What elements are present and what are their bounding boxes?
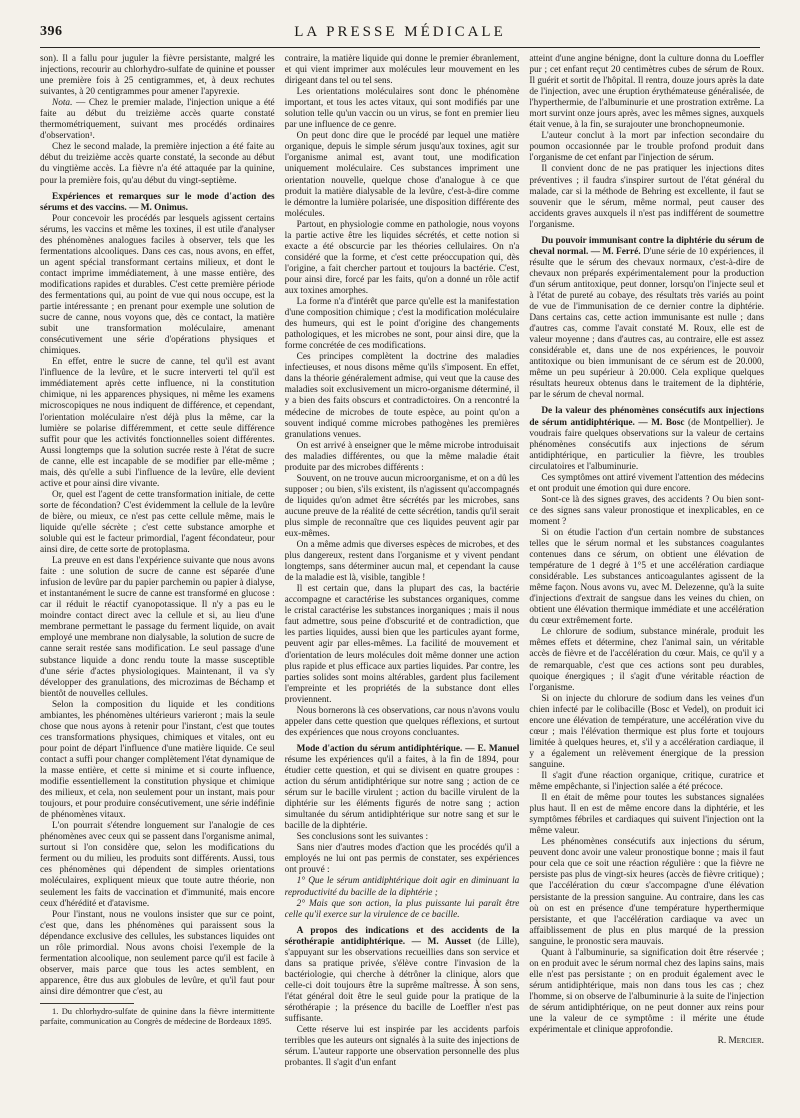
footnote: 1. Du chlorhydro-sulfate de quinine dans la fièvre intermittente parfaite, communication au Congrès de médecine de Bordeaux 1895. [40,1006,275,1026]
paragraph: Le chlorure de sodium, substance minérale, produit les mêmes effets et détermine, chez l'animal sain, un véritable accès de fièvre et de l'accélération du cœur. Mais, ce qu'il y a de remarquable, c'est que ces actions sont peu durables, quoique énergiques ; il s'agit d'une véritable réaction de l'organisme. [529,627,765,693]
paragraph: La preuve en est dans l'expérience suivante que nous avons faite : une solution de sucre de canne est séparée d'une infusion de levûre par du papier parchemin ou papier à dialyse, et instantanément le sucre de canne est transformé en glucose : car il réduit le réactif cyanopotassique. Il n'y a pas eu le moindre contact direct avec la cellule et si, au lieu d'une membrane permettant le passage du ferment liquide, on avait employé une membrane non dialysable, la solution de sucre de canne serait restée sans modification. Le seul passage d'une substance liquide a donc rendu toute la masse susceptible d'une série d'actes physiologiques. Maintenant, il va s'y développer des granulations, des microzimas de Béchamp et bientôt de nouvelles cellules. [40,556,275,699]
paragraph: Ces principes complètent la doctrine des maladies infectieuses, et nous disons même qu'ils s'imposent. En effet, dans la théorie généralement admise, qui veut que la cause des maladies soit exclusivement un micro-organisme déterminé, il y a bien des faits obscurs et contradictoires. On a rencontré la médecine de microbes de toute espèce, au point qu'on a souvent indiqué comme microbes pathogènes les premières granulations venues. [284,352,520,440]
paragraph [40,98,275,142]
page-number: 396 [40,24,63,39]
paragraph-text: (de Lille), s'appuyant sur les observations recueillies dans son service et dans sa pratique privée, s'élève contre l'invasion de la bactériologie, qui cherche à détrôner la clinique, alors que celle-ci doit toujours être la suprême maîtresse. À son sens, l'état général doit être le seul guide pour la pratique de la sérothérapie ; la présence du bacille de Loeffler n'est pas suffisante. [284,936,520,1025]
paragraph: Ses conclusions sont les suivantes : [296,832,429,843]
paragraph: Chez le second malade, la première injection a été faite au début du treizième accès quarte constaté, la seconde au début du vingtième accès. La fièvre n'a été attaquée par la quinine, pour la première fois, qu'au début du vingt-septième. [40,142,275,186]
paragraph-text: — Chez le premier malade, l'injection unique a été faite au début du treizième accès quarte constaté thermométriquement, suivant mes procédés ordinaires d'observation¹. [40,98,275,142]
journal-title: LA PRESSE MÉDICALE [294,24,506,40]
section-title: A propos des indications et des accidents de la sérothérapie antidiphtérique. [284,925,520,947]
paragraph: Pour l'instant, nous ne voulons insister que sur ce point, c'est que, dans les phénomènes qui paraissent sous la dépendance exclusive des cellules, les substances liquides ont un rôle primordial. Nous avons choisi l'exemple de la fermentation alcoolique, non seulement parce qu'il est facile à observer, mais parce que tous les actes semblent, en apparence, être dus aux globules de levûre, et qu'il faut pour ainsi dire démontrer que c'est, au [40,909,275,997]
section-author: — M. Ausset [405,936,472,947]
section-heading [285,926,520,1025]
section-heading [529,236,764,402]
paragraph: contraire, la matière liquide qui donne le premier ébranlement, et qui vient imprimer aux molécules leur mouvement en les dirigeant dans tel ou tel sens. [284,54,520,87]
column-middle [285,54,520,1096]
section-title: Du pouvoir immunisant contre la diphtérie du sérum de cheval normal. [529,235,765,257]
running-head [40,24,760,46]
paragraph: Les phénomènes consécutifs aux injections du sérum, peuvent donc avoir une valeur pronostique bonne ; mais il faut pour cela que ce soit une réaction régulière : que la fièvre ne persiste pas plus de vingt-six heures (accès de fièvre critique) ; que l'accélération du cœur s'accompagne d'une élévation persistante de la pression sanguine. Au contraire, dans les cas où on est en présence d'une température hyperthermique persistante, et que l'accélération cardiaque va avec un affaiblissement de plus en plus marqué de la pression sanguine, le pronostic sera mauvais. [529,837,765,947]
footnote-separator [40,1003,134,1004]
paragraph: La forme n'a d'intérêt que parce qu'elle est la manifestation d'une composition chimique ; c'est la modification moléculaire des humeurs, qui est le point d'origine des changements pathologiques, et les microbes ne sont, pour ainsi dire, que la forme concrétée de ces modifications. [284,297,520,352]
paragraph [285,899,520,921]
section-heading [529,406,764,472]
header-rule [40,47,760,48]
paragraph: L'on pourrait s'étendre longuement sur l'analogie de ces phénomènes avec ceux qui se passent dans l'organisme animal, surtout si l'on considère que, selon les modifications du ferment ou du milieu, les produits sont différents. Aussi, tous ces phénomènes qui dépendent de simples orientations moléculaires, expliquent mieux que toute autre théorie, non seulement les faits de vaccination et d'immunité, mais encore ceux d'hérédité et d'atavisme. [40,821,275,909]
paragraph: L'auteur conclut à la mort par infection secondaire du poumon occasionnée par le trouble profond produit dans l'organisme de cet enfant par l'injection de sérum. [529,131,765,164]
column-left [40,54,275,1096]
paragraph: Il convient donc de ne pas pratiquer les injections dites préventives ; il faudra s'inspirer surtout de l'état général du malade, car si la méthode de Behring est excellente, il faut se souvenir que le sérum, même normal, peut causer des accidents graves auxquels il n'est pas indifférent de soumettre l'organisme. [529,164,765,230]
section-author: — E. Manuel [462,743,520,754]
paragraph: Il s'agit d'une réaction organique, critique, curatrice et même empêchante, si l'injection salée a été précoce. [529,771,765,793]
paragraph: Si on étudie l'action d'un certain nombre de substances telles que le sérum normal et les substances coagulantes contenues dans ce sérum, on obtient une élévation de température de 1 degré à 1°5 et une accélération cardiaque considérable. Les substances anticoagulantes agissent de la même façon. Nous avons vu, avec M. Delezenne, qu'à la suite d'injections d'extrait de sangsue dans les veines du chien, on obtient une élévation thermique immédiate et une accélération du cœur extrêmement forte. [529,527,765,627]
paragraph: Ces symptômes ont attiré vivement l'attention des médecins et ont produit une émotion qui dure encore. [529,472,765,494]
paragraph: atteint d'une angine bénigne, dont la culture donna du Loeffler pur ; cet enfant reçut 20 centimètres cubes de sérum de Roux. Il guérit et sortit de l'hôpital. Il rentra, douze jours après la date de l'injection, avec une éruption érythémateuse généralisée, de l'hyperthermie, de l'albuminurie et une prostration extrême. La mort survint onze jours après, avec les mêmes signes, auxquels était venue, à la fin, se surajouter une bronchopneumonie. [529,54,765,131]
section-title: Expériences et remarques sur le mode d'action des sérums et des vaccins. [40,191,275,213]
section-title: Mode d'action du sérum antidiphtérique. [296,743,463,754]
paragraph: Cette réserve lui est inspirée par les accidents parfois terribles que les auteurs ont signalés à la suite des injections de sérum. L'auteur rapporte une observation personnelle des plus probantes. Il s'agit d'un enfant [284,1025,520,1069]
section-author: — M. Bosc [634,417,685,428]
paragraph: Or, quel est l'agent de cette transformation initiale, de cette sorte de fécondation? C'est évidemment la cellule de la levûre de bière, ou mieux, ce n'est pas cette cellule même, mais le liquide qu'elle sécrète ; c'est cette substance amorphe et soluble qui est le facteur primordial, l'agent fécondateur, pour ainsi dire, de cette sorte de protoplasma. [40,489,275,556]
paragraph: Les orientations moléculaires sont donc le phénomène important, et tous les actes vitaux, qui sont modifiés par une solution telle qu'un vaccin ou un virus, se font en premier lieu par une influence de ce genre. [284,87,520,131]
paragraph: Quant à l'albuminurie, sa signification doit être réservée ; on en produit avec le sérum normal chez des lapins sains, mais elle n'est pas persistante ; on en produit également avec le sérum antidiphtérique, mais non dans tous les cas ; chez l'homme, si on observe de l'albuminurie à la suite de l'injection de sérum antidiphtérique, on ne peut donner aux reins pour une la valeur de ce symptôme : il mérite une étude expérimentale et clinique approfondie. [529,947,765,1036]
conclusion-1: 1° Que le sérum antidiphtérique doit agir en diminuant la reproductivité du bacille de la diphtérie ; [284,876,520,898]
paragraph: Il en était de même pour toutes les substances signalées plus haut. Il en est de même encore dans la diphtérie, et les symptômes fébriles et cardiaques qui suivent l'injection ont la même valeur. [529,793,765,837]
paragraph: Sans nier d'autres modes d'action que les procédés qu'il a employés ne lui ont pas permis de constater, ses expériences ont prouvé : [284,843,520,876]
section-title: De la valeur des phénomènes consécutifs aux injections de sérum antidiphtérique. [529,406,765,428]
text-columns [40,54,764,1096]
paragraph: On est arrivé à enseigner que le même microbe introduisait des maladies différentes, ou que la même maladie était produite par des microbes différents : [284,440,520,473]
paragraph: On peut donc dire que le procédé par lequel une matière organique, depuis le simple sérum jusqu'aux toxines, agit sur l'organisme animal est, avant tout, une modification uniquement moléculaire. Ces substances impriment une orientation nouvelle, quelque chose d'analogue à ce que produit la matière dialysable de la levûre, c'est-à-dire comme le démontre la lumière polarisée, une disposition différente des molécules. [284,131,520,219]
paragraph-text: D'une série de 10 expériences, il résulte que le sérum des chevaux normaux, c'est-à-dire de chevaux non préparés expérimentalement pour la production d'un sérum antitoxique, peut donner, lorsqu'on l'injecte seul et à l'état de pureté au cobaye, des résultats très variés au point de vue de l'immunisation de ce dernier contre la diphtérie. Dans certains cas, cette action immunisante est nulle ; dans d'autres cas, comme l'avait constaté M. Roux, elle est de valeur moyenne ; dans d'autres cas, au contraire, elle est assez considérable et, dans une de nos expériences, le pouvoir antitoxique ou bien immunisant de ce sérum est de 20.000, même un peu supérieur à 20.000. Cela explique quelques résultats heureux obtenus dans le traitement de la diphtérie, par le sérum de cheval normal. [529,246,765,401]
paragraph: Pour concevoir les procédés par lesquels agissent certains sérums, les vaccins et même les toxines, il est utile d'analyser des phénomènes analogues faciles à observer, tels que les fermentations alcooliques. Dans ces cas, nous avons, en effet, un agent spécial transformant certains milieux, et dont le contact imprime immédiatement, à une masse entière, des modifications rapides et durables. C'est cette première période des fermentations qui, au point de vue qui nous occupe, est la partie intéressante ; en prenant pour exemple une solution de sucre de canne, nous voyons que, dès ce contact, la matière subit une transformation moléculaire, amenant consécutivement une série d'opérations physiques et chimiques. [40,213,275,357]
paragraph-text: (de Montpellier). Je voudrais faire quelques observations sur la valeur de certains phénomènes consécutifs aux injections de sérum antidiphtérique, en particulier la fièvre, les troubles circulatoires et l'albuminurie. [529,417,765,472]
paragraph: Souvent, on ne trouve aucun microorganisme, et on a dû les supposer ; ou bien, s'ils existent, ils n'agissent qu'accompagnés de liquides qu'on admet être sécrétés par les microbes, sans aucune preuve de la réalité de cette sécrétion, tandis qu'il serait plus simple de reconnaître que ces liquides peuvent agir par eux-mêmes. [284,473,520,540]
paragraph: Si on injecte du chlorure de sodium dans les veines d'un chien infecté par le colibacille (Bosc et Vedel), on produit ici encore une élévation de température, une accélération vive du cœur ; mais l'élévation thermique est plus forte et toujours limitée à quelques heures, et, s'il y a accélération cardiaque, il y a également un relèvement énergique de la pression sanguine. [529,693,765,770]
paragraph: On a même admis que diverses espèces de microbes, et des plus dangereux, restent dans l'organisme et y vivent pendant longtemps, sans déterminer aucun mal, et cependant la cause de la maladie est là, visible, tangible ! [284,540,520,584]
paragraph: son). Il a fallu pour juguler la fièvre persistante, malgré les injections, recourir au chlorhydro-sulfate de quinine et pousser une première fois à 25 centigrammes, et, à deux rechutes suivantes, à 20 centigrammes pour amener l'apyrexie. [40,54,275,98]
paragraph: Sont-ce là des signes graves, des accidents ? Ou bien sont-ce des signes sans valeur pronostique et inexplicables, en ce moment ? [529,494,765,527]
paragraph-text: résume les expériences qu'il a faites, à la fin de 1894, pour étudier cette question, et qui se divisent en quatre groupes : action du sérum antidiphtérique sur notre sang ; action de ce sérum sur le bacille virulent ; action du bacille virulent de la diphtérie sur les éléments figurés de notre sang ; action simultanée du sérum antidiphtérique sur notre sang et sur le bacille de la diphtérie. [284,754,520,832]
paragraph: Partout, en physiologie comme en pathologie, nous voyons la partie active être les liquides sécrétés, et cette notion si exacte a été obscurcie par les théories cellulaires. On n'a considéré que la forme, et c'est cette préoccupation qui, dès l'origine, a fait chercher partout et toujours la bactérie. C'est, pour ainsi dire, forcé par les faits, qu'on a donné un rôle actif aux toxines amorphes. [284,219,520,296]
paragraph: Selon la composition du liquide et les conditions ambiantes, les phénomènes ultérieurs varieront ; mais la seule chose que nous ayons à retenir pour l'instant, c'est que toutes ces transformations physiques, chimiques et vitales, ont eu pour point de départ l'influence d'une matière liquide. Ce seul contact a suffi pour changer complètement l'état dynamique de la masse entière, et cette si minime et si courte influence, modifie essentiellement la constitution physique et chimique des milieux, et cela, non seulement pour un instant, mais pour toujours, et pour produire consécutivement, une série indéfinie de phénomènes vitaux. [40,699,275,821]
nota-label: Nota. [52,98,73,109]
paragraph [285,876,520,898]
section-heading [285,744,520,832]
paragraph: En effet, entre le sucre de canne, tel qu'il est avant l'influence de la levûre, et le sucre interverti tel qu'il est immédiatement après cette influence, ni la constitution chimique, ni les apparences physiques, ni même les examens microscopiques ne nous indiquent de différence, et cependant, l'orientation moléculaire n'est déjà plus la même, car la lumière se polarise différemment, et cette seule différence suffit pour que les activités fonctionnelles soient différentes. Aussi longtemps que la solution sucrée reste à l'état de sucre de canne, elle est incapable de se modifier par elle-même ; mais, dès qu'elle a subi l'influence de la levûre, elle devient active et pour ainsi dire vivante. [40,357,275,489]
paragraph: Nous bornerons là ces observations, car nous n'avons voulu appeler dans cette question que quelques réflexions, et surtout des expériences que nous croyons concluantes. [284,705,520,738]
author-signature: R. Mercier. [717,1036,765,1047]
section-author: — M. Onimus. [126,202,188,213]
paragraph: Il est certain que, dans la plupart des cas, la bactérie accompagne et caractérise les substances organiques, comme le cristal caractérise les substances inorganiques ; mais il nous faut admettre, sous peine d'obscurité et de contradiction, que les parties liquides, aussi bien que les particules ayant forme, peuvent agir par elles-mêmes. La facilité de mouvement et d'orientation de leurs molécules doit même donner une action plus rapide et plus efficace aux parties liquides. Par contre, les parties solides sont moins altérables, gardent plus facilement l'empreinte et les propriétés de la substance dont elles proviennent. [284,584,520,705]
column-right [529,54,764,1096]
section-author: — M. Ferré. [588,246,641,257]
section-heading [40,192,275,214]
conclusion-2: 2° Mais que son action, la plus puissante lui paraît être celle qu'il exerce sur la virulence de ce bacille. [284,898,520,920]
